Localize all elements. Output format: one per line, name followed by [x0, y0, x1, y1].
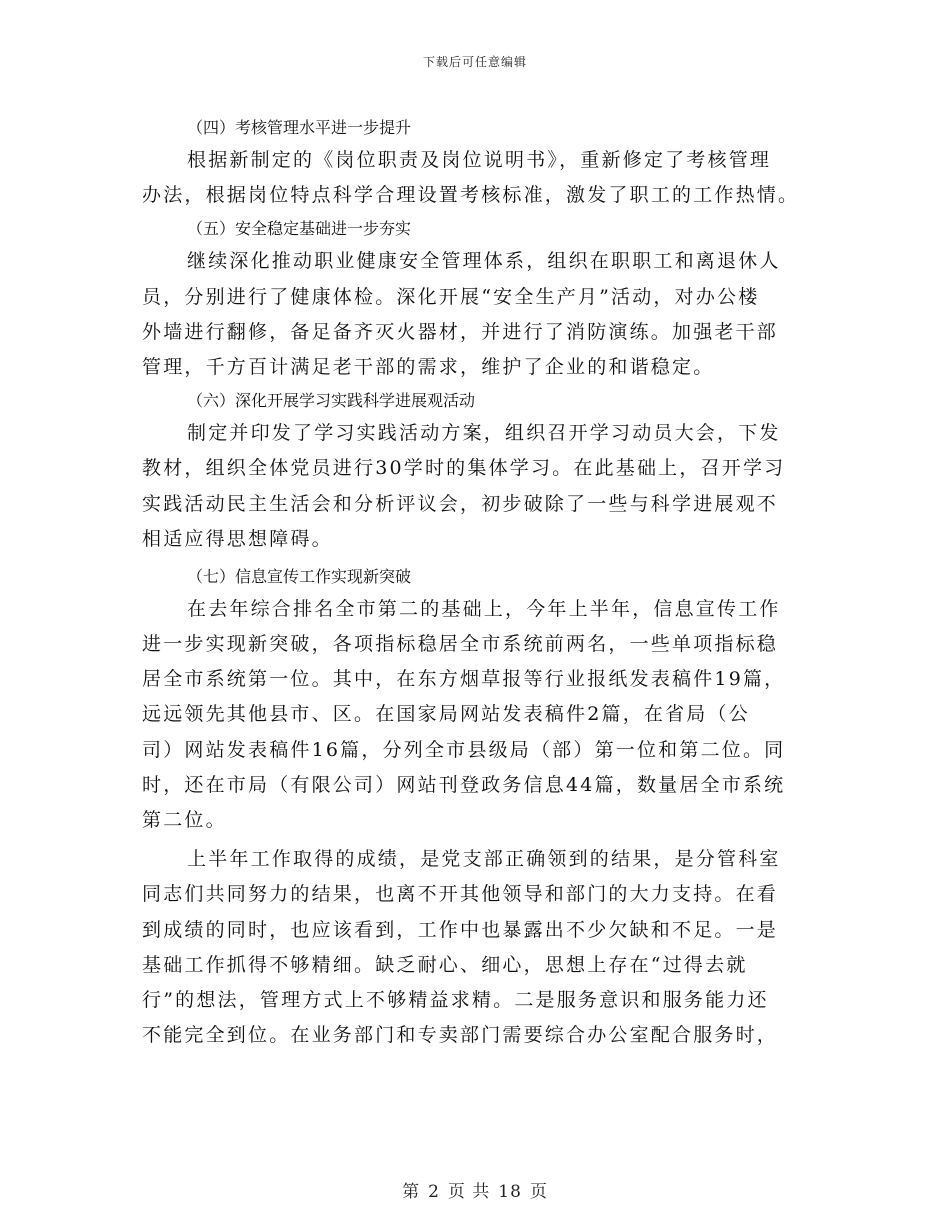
paragraph-line: 办法，根据岗位特点科学合理设置考核标准，激发了职工的工作热情。 [142, 184, 800, 207]
paragraph-line: 相适应得思想障碍。 [142, 527, 333, 550]
paragraph-line: 第二位。 [142, 809, 227, 831]
paragraph-line: 行”的想法，管理方式上不够精益求精。二是服务意识和服务能力还 [142, 988, 769, 1011]
page-header: 下载后可任意编辑 [422, 55, 527, 69]
paragraph-line: 居全市系统第一位。其中，在东方烟草报等行业报纸发表稿件19篇， [142, 668, 786, 691]
paragraph-line: 同志们共同努力的结果，也离不开其他领导和部门的大力支持。在看 [142, 883, 779, 906]
paragraph-line: 在去年综合排名全市第二的基础上，今年上半年，信息宣传工作 [187, 597, 781, 620]
paragraph-line: 基础工作抓得不够精细。缺乏耐心、细心，思想上存在“过得去就 [142, 953, 748, 976]
section-heading: （四）考核管理水平进一步提升 [187, 118, 412, 137]
paragraph-line: 司）网站发表稿件16篇，分列全市县级局（部）第一位和第二位。同 [142, 738, 786, 761]
paragraph-line: 教材，组织全体党员进行30学时的集体学习。在此基础上，召开学习 [142, 457, 786, 480]
paragraph-line: 制定并印发了学习实践活动方案，组织召开学习动员大会，下发 [187, 422, 781, 445]
paragraph-line: 不能完全到位。在业务部门和专卖部门需要综合办公室配合服务时， [142, 1024, 779, 1047]
paragraph-line: 进一步实现新突破，各项指标稳居全市系统前两名，一些单项指标稳 [142, 633, 779, 656]
page-footer [0, 1177, 950, 1202]
paragraph-line: 实践活动民主生活会和分析评议会，初步破除了一些与科学进展观不 [142, 492, 779, 515]
section-heading: （五）安全稳定基础进一步夯实 [187, 219, 412, 239]
footer-prefix: 第 [402, 1182, 421, 1202]
paragraph-line: 外墙进行翻修，备足备齐灭火器材，并进行了消防演练。加强老干部 [142, 320, 779, 343]
paragraph-line: 继续深化推动职业健康安全管理体系，组织在职职工和离退休人 [187, 250, 781, 273]
footer-page-number: 2 [428, 1182, 440, 1202]
footer-total-pages: 18 [498, 1182, 522, 1202]
paragraph-line: 根据新制定的《岗位职责及岗位说明书》，重新修定了考核管理 [187, 149, 772, 171]
paragraph-line: 时，还在市局（有限公司）网站刊登政务信息44篇，数量居全市系统 [142, 773, 786, 796]
paragraph-line: 管理，千方百计满足老干部的需求，维护了企业的和谐稳定。 [142, 355, 715, 378]
footer-mid: 页 共 [447, 1182, 491, 1202]
paragraph-line: 到成绩的同时，也应该看到，工作中也暴露出不少欠缺和不足。一是 [142, 918, 779, 941]
paragraph-line: 远远领先其他县市、区。在国家局网站发表稿件2篇，在省局（公 [142, 703, 750, 726]
document-body [142, 112, 814, 1053]
paragraph-line: 上半年工作取得的成绩，是党支部正确领到的结果，是分管科室 [187, 848, 781, 871]
section-heading: （七）信息宣传工作实现新突破 [187, 566, 412, 586]
footer-suffix: 页 [529, 1182, 548, 1202]
section-heading: （六）深化开展学习实践科学进展观活动 [187, 391, 476, 411]
paragraph-line: 员，分别进行了健康体检。深化开展“安全生产月”活动，对办公楼 [142, 285, 760, 308]
